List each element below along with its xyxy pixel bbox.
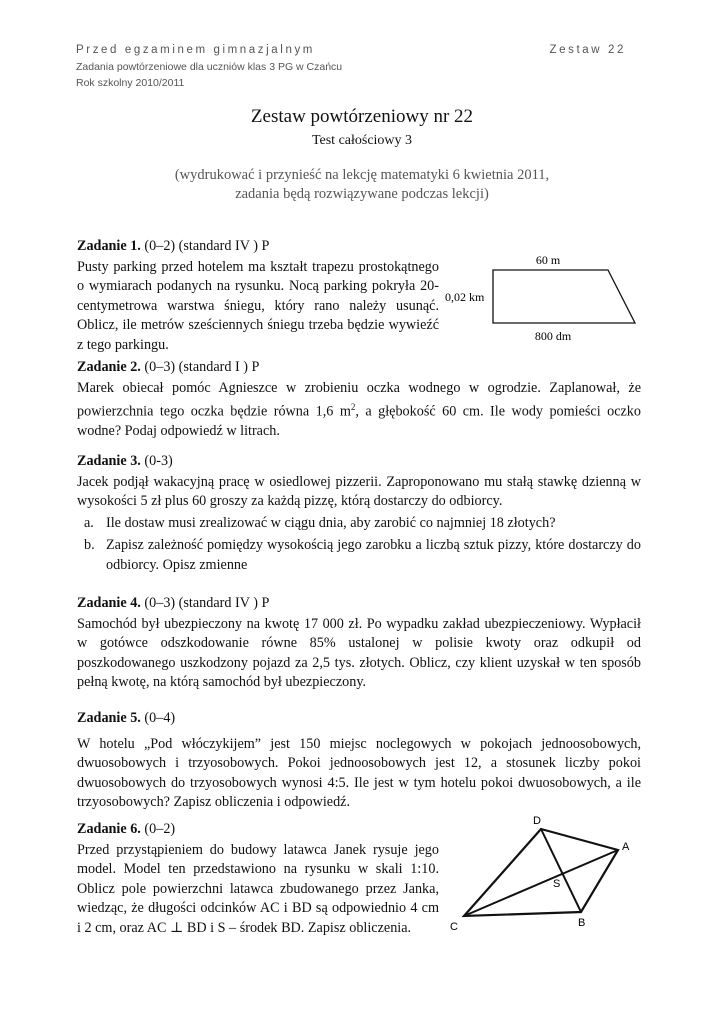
- task-3-text: Jacek podjął wakacyjną pracę w osiedlowej pizzerii. Zaproponowano mu stałą stawkę dzienną w wysokości 5 zł plus 60 groszy za każdą pizzę, którą dostarczy do odbiorcy.: [77, 473, 641, 509]
- item-b-mark: b.: [84, 537, 95, 553]
- task-3-meta: (0-3): [144, 453, 173, 469]
- list-item: [77, 514, 641, 534]
- vertex-d-label: D: [533, 815, 541, 827]
- trapezoid-left-label: 0,02 km: [445, 290, 485, 304]
- trapezoid-bottom-label: 800 dm: [534, 329, 572, 343]
- task-6-text: Przed przystąpieniem do budowy latawca Janek rysuje jego model. Model ten przedstawiono na rysunku w skali 1:10. Oblicz pole powierzchni latawca zbudowanego przez Janka, wiedząc, że długości odcinków AC i BD są odpowiednio 4 cm i 2 cm, oraz AC ⊥ BD i S – środek BD. Zapisz obliczenia.: [77, 841, 439, 936]
- task-1-label: Zadanie 1.: [77, 238, 141, 254]
- task-4: [77, 594, 641, 693]
- kite-diagonal-ac: [464, 850, 618, 916]
- point-s-label: S: [553, 878, 561, 890]
- vertex-b-label: B: [578, 917, 586, 929]
- vertex-a-label: A: [622, 841, 630, 853]
- kite-figure: [446, 810, 646, 936]
- task-6-meta: (0–2): [144, 821, 176, 837]
- item-a-mark: a.: [84, 514, 94, 531]
- instruction-note: [0, 166, 724, 204]
- task-2-label: Zadanie 2.: [77, 359, 141, 375]
- task-4-label: Zadanie 4.: [77, 595, 141, 611]
- task-6-label: Zadanie 6.: [77, 821, 141, 837]
- task-2-meta: (0–3) (standard I ) P: [144, 359, 260, 375]
- page-title: Zestaw powtórzeniowy nr 22: [250, 106, 474, 127]
- task-2-sup: 2: [350, 402, 356, 412]
- vertex-c-label: C: [450, 921, 458, 933]
- kite-outline: [464, 829, 618, 916]
- task-4-text: Samochód był ubezpieczony na kwotę 17 000 zł. Po wypadku zakład ubezpieczeniowy. Wypłacił w gotówce odszkodowanie równe 85% ustalonej w polisie kwoty oraz odkupił od poszkodowanego uszkodzony pojazd za 2,5 tys. złotych. Oblicz, czy klient uzyskał w ten sposób pełną kwotę, na którą samochód był ubezpieczony.: [77, 615, 641, 690]
- task-6: [77, 820, 439, 938]
- trapezoid-figure: [443, 250, 643, 346]
- header-school-line: Zadania powtórzeniowe dla uczniów klas 3 PG w Czańcu: [76, 61, 343, 73]
- task-3: [77, 452, 641, 578]
- header-school-year: Rok szkolny 2010/2011: [76, 77, 185, 89]
- task-1-text: Pusty parking przed hotelem ma kształt trapezu prostokątnego o wymiarach podanych na rysunku. Nocą parking pokryła 20-centymetrowa warstwa śniegu, który rano należy usunąć. Oblicz, ile metrów sześciennych śniegu trzeba będzie wywieźć z tego parkingu.: [77, 258, 439, 353]
- list-item: [77, 536, 641, 575]
- note-line-1: (wydrukować i przynieść na lekcję matematyki 6 kwietnia 2011,: [174, 167, 550, 183]
- task-2-text-a: Marek obiecał pomóc Agnieszce w zrobieniu oczka wodnego w ogrodzie. Zaplanował, że powierzchnia tego oczka będzie równa 1,6 m: [77, 379, 641, 420]
- task-1-meta: (0–2) (standard IV ) P: [144, 238, 270, 254]
- item-b-text: Zapisz zależność pomiędzy wysokością jego zarobku a liczbą sztuk pizzy, które dostarczy do odbiorcy. Opisz zmienne: [106, 537, 641, 573]
- task-3-subquestions: [77, 514, 641, 576]
- task-2-text: [77, 379, 641, 442]
- trapezoid-shape: [493, 270, 635, 323]
- header-exam-title: Przed egzaminem gimnazjalnym: [76, 44, 315, 56]
- task-3-label: Zadanie 3.: [77, 453, 141, 469]
- kite-diagonal-bd: [541, 829, 581, 912]
- page-subtitle: Test całościowy 3: [311, 133, 413, 148]
- task-5-meta: (0–4): [144, 710, 176, 726]
- item-a-text: Ile dostaw musi zrealizować w ciągu dnia, aby zarobić co najmniej 18 złotych?: [106, 514, 556, 531]
- task-5: [77, 709, 641, 813]
- task-5-label: Zadanie 5.: [77, 710, 141, 726]
- task-2-text-b: , a głębokość 60 cm. Ile wody pomieści oczko wodne? Podaj odpowiedź w litrach.: [77, 403, 641, 440]
- header-set-number: Zestaw 22: [549, 44, 626, 56]
- task-1: [77, 237, 439, 355]
- task-4-meta: (0–3) (standard IV ) P: [144, 595, 270, 611]
- task-2: [77, 358, 641, 442]
- task-5-text: W hotelu „Pod włóczykijem” jest 150 miejsc noclegowych w pokojach jednoosobowych, dwuosobowych i trzyosobowych. Pokoi jednoosobowych jest 12, a stosunek liczby pokoi dwuosobowych do trzyosobowych wynosi 4:5. Ile jest w tym hotelu pokoi dwuosobowych, a ile trzyosobowych? Zapisz obliczenia i odpowiedź.: [77, 735, 641, 810]
- note-line-2: zadania będą rozwiązywane podczas lekcji): [235, 186, 489, 202]
- trapezoid-top-label: 60 m: [535, 253, 561, 267]
